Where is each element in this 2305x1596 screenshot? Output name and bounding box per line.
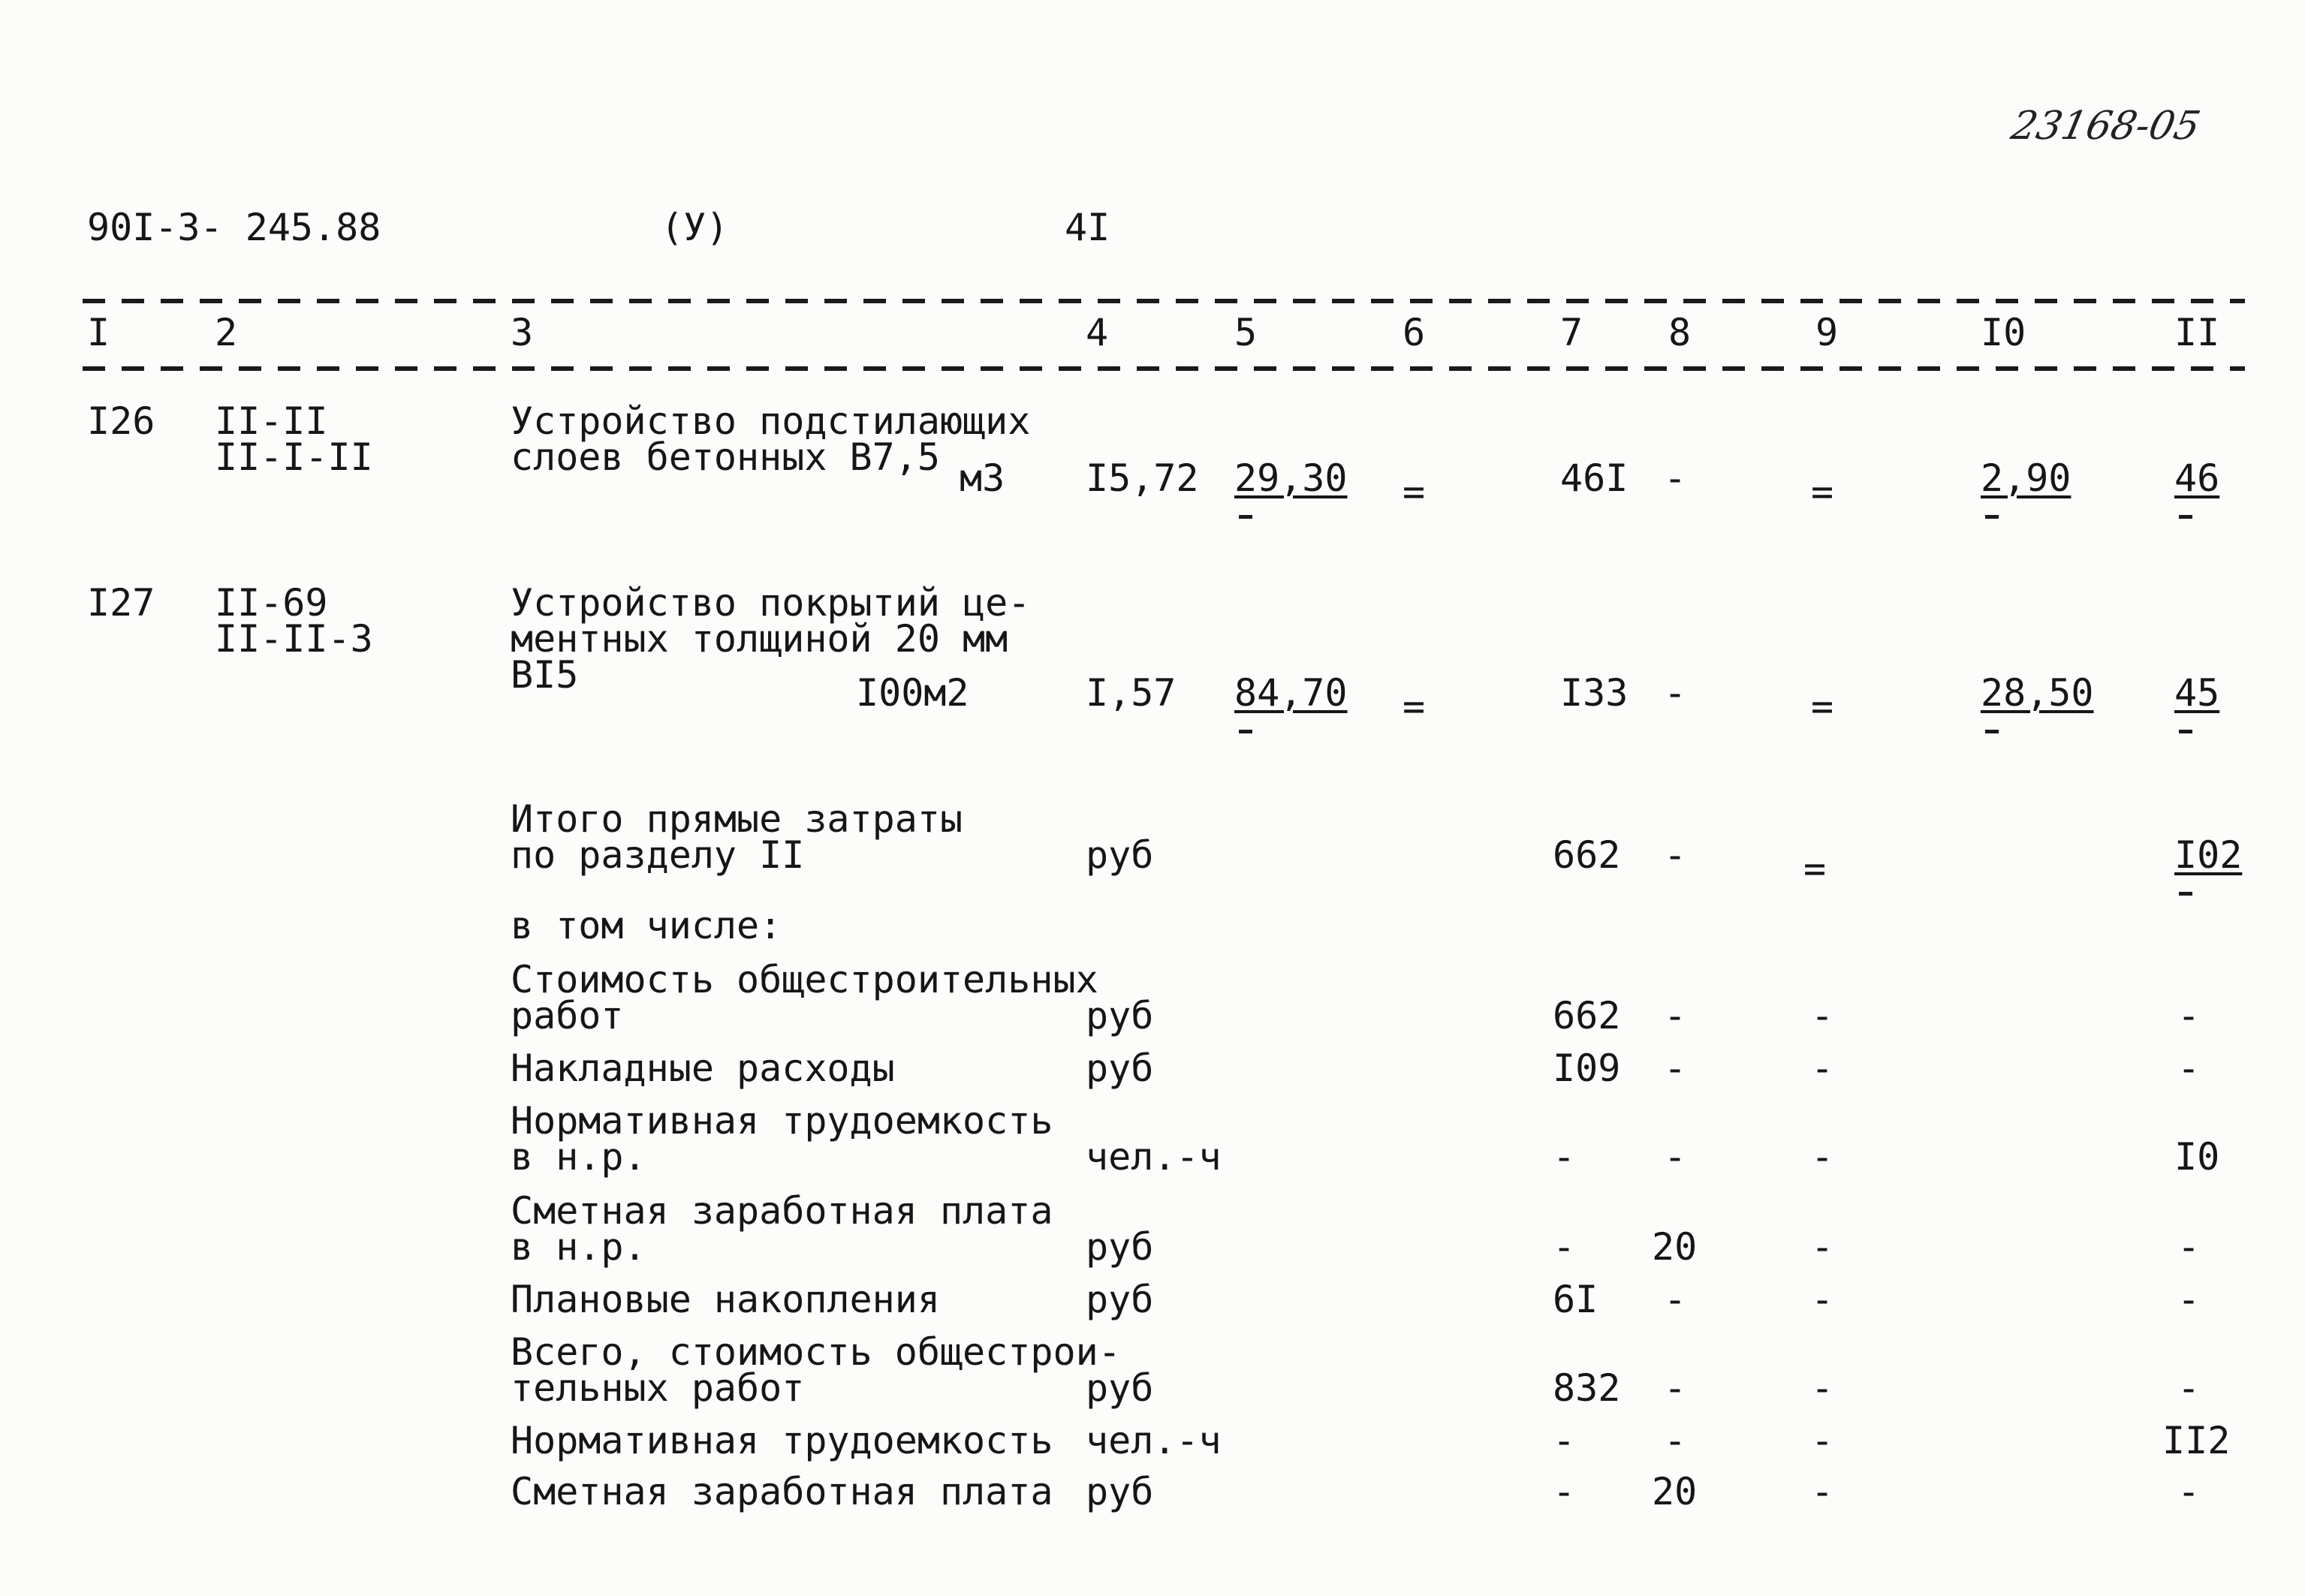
row-126-desc-2: слоев бетонных В7,5 <box>511 435 940 479</box>
row-127-number: I27 <box>87 581 155 625</box>
row-126-col10-mark <box>1985 515 1999 519</box>
row-126-col7: 46I <box>1560 456 1629 500</box>
summary-5-desc-1: Плановые накопления <box>511 1278 940 1321</box>
summary-4-col7: - <box>1553 1225 1576 1269</box>
summary-7-desc-1: Нормативная трудоемкость <box>511 1419 1053 1462</box>
summary-8-col11: - <box>2177 1470 2201 1513</box>
row-127-desc-3: ВI5 <box>511 653 579 697</box>
summary-1-unit: руб <box>1086 994 1154 1037</box>
col-header-7: 7 <box>1560 311 1583 354</box>
row-127-norm-2: II-II-3 <box>215 617 373 661</box>
summary-4-col11: - <box>2177 1225 2201 1269</box>
summary-6-desc-2: тельных работ <box>511 1366 805 1410</box>
row-127-col8: - <box>1664 671 1687 715</box>
row-127-desc-1: Устройство покрытий це- <box>511 581 1031 625</box>
summary-4-unit: руб <box>1086 1225 1154 1269</box>
row-127-col5-mark <box>1239 730 1252 733</box>
summary-3-col11: I0 <box>2174 1135 2220 1179</box>
summary-6-unit: руб <box>1086 1366 1154 1410</box>
total-desc-1: Итого прямые затраты <box>511 797 963 841</box>
summary-7-col7: - <box>1553 1419 1576 1462</box>
summary-2-col7: I09 <box>1553 1046 1621 1090</box>
total-col11: I02 <box>2174 833 2243 877</box>
including-label: в том числе: <box>511 904 782 947</box>
summary-6-desc-1: Всего, стоимость общестрои- <box>511 1330 1121 1374</box>
row-126-col9: = <box>1811 470 1834 513</box>
total-col9: = <box>1803 847 1827 890</box>
summary-7-col9: - <box>1811 1419 1834 1462</box>
summary-4-col9: - <box>1811 1225 1834 1269</box>
row-126-norm-1: II-II <box>215 399 328 443</box>
row-126-unit: м3 <box>960 456 1005 500</box>
summary-6-col8: - <box>1664 1366 1687 1410</box>
row-127-norm-1: II-69 <box>215 581 328 625</box>
total-col11-mark <box>2179 892 2192 896</box>
row-127-col7: I33 <box>1560 671 1629 715</box>
summary-5-col11: - <box>2177 1278 2201 1321</box>
summary-5-col7: 6I <box>1553 1278 1598 1321</box>
summary-1-col8: - <box>1664 994 1687 1037</box>
summary-2-unit: руб <box>1086 1046 1154 1090</box>
row-127-col5: 84,70 <box>1234 671 1348 715</box>
summary-1-desc-1: Стоимость общестроительных <box>511 958 1098 1001</box>
summary-4-col8: 20 <box>1652 1225 1698 1269</box>
total-col7: 662 <box>1553 833 1621 877</box>
summary-3-desc-2: в н.р. <box>511 1135 646 1179</box>
header-rule-bottom <box>83 366 2245 371</box>
col-header-1: I <box>87 311 110 354</box>
summary-3-col9: - <box>1811 1135 1834 1179</box>
row-127-col11: 45 <box>2174 671 2220 715</box>
doc-code: 90I-3- 245.88 <box>87 206 381 249</box>
summary-3-col7: - <box>1553 1135 1576 1179</box>
summary-7-col11: II2 <box>2162 1419 2231 1462</box>
total-col8: - <box>1664 833 1687 877</box>
row-126-col5-mark <box>1239 515 1252 519</box>
summary-7-unit: чел.-ч <box>1086 1419 1222 1462</box>
summary-1-col7: 662 <box>1553 994 1621 1037</box>
summary-1-col11: - <box>2177 994 2201 1037</box>
summary-8-unit: руб <box>1086 1470 1154 1513</box>
row-127-col10-mark <box>1985 730 1999 733</box>
summary-3-col8: - <box>1664 1135 1687 1179</box>
summary-8-desc-1: Сметная заработная плата <box>511 1470 1053 1513</box>
row-126-col8: - <box>1664 456 1687 500</box>
page-number: 4I <box>1065 206 1110 249</box>
summary-2-col11: - <box>2177 1046 2201 1090</box>
summary-5-col9: - <box>1811 1278 1834 1321</box>
row-127-col9: = <box>1811 685 1834 728</box>
summary-1-desc-2: работ <box>511 994 624 1037</box>
row-126-col6: = <box>1403 470 1426 513</box>
row-126-qty: I5,72 <box>1086 456 1199 500</box>
col-header-10: I0 <box>1981 311 2026 354</box>
row-126-col11: 46 <box>2174 456 2220 500</box>
row-127-unit: I00м2 <box>856 671 969 715</box>
total-unit: руб <box>1086 833 1154 877</box>
col-header-8: 8 <box>1668 311 1692 354</box>
summary-3-unit: чел.-ч <box>1086 1135 1222 1179</box>
summary-7-col8: - <box>1664 1419 1687 1462</box>
row-127-col11-mark <box>2179 730 2192 733</box>
col-header-3: 3 <box>511 311 534 354</box>
row-126-desc-1: Устройство подстилающих <box>511 399 1031 443</box>
summary-5-unit: руб <box>1086 1278 1154 1321</box>
col-header-6: 6 <box>1403 311 1426 354</box>
summary-2-desc-1: Накладные расходы <box>511 1046 895 1090</box>
summary-8-col9: - <box>1811 1470 1834 1513</box>
row-127-qty: I,57 <box>1086 671 1177 715</box>
summary-2-col9: - <box>1811 1046 1834 1090</box>
row-126-norm-2: II-I-II <box>215 435 373 479</box>
summary-6-col7: 832 <box>1553 1366 1621 1410</box>
summary-2-col8: - <box>1664 1046 1687 1090</box>
summary-6-col9: - <box>1811 1366 1834 1410</box>
summary-4-desc-1: Сметная заработная плата <box>511 1189 1053 1233</box>
row-127-col6: = <box>1403 685 1426 728</box>
total-desc-2: по разделу II <box>511 833 805 877</box>
col-header-5: 5 <box>1234 311 1258 354</box>
row-126-col5: 29,30 <box>1234 456 1348 500</box>
summary-5-col8: - <box>1664 1278 1687 1321</box>
summary-4-desc-2: в н.р. <box>511 1225 646 1269</box>
summary-8-col8: 20 <box>1652 1470 1698 1513</box>
doc-mark: (У) <box>661 206 729 249</box>
row-127-desc-2: ментных толщиной 20 мм <box>511 617 1008 661</box>
col-header-9: 9 <box>1815 311 1839 354</box>
col-header-2: 2 <box>215 311 238 354</box>
row-126-col10: 2,90 <box>1981 456 2071 500</box>
summary-3-desc-1: Нормативная трудоемкость <box>511 1099 1053 1143</box>
summary-8-col7: - <box>1553 1470 1576 1513</box>
col-header-11: II <box>2174 311 2220 354</box>
summary-1-col9: - <box>1811 994 1834 1037</box>
handwritten-doc-number: 23168-05 <box>2007 104 2204 149</box>
row-126-number: I26 <box>87 399 155 443</box>
summary-6-col11: - <box>2177 1366 2201 1410</box>
row-127-col10: 28,50 <box>1981 671 2094 715</box>
header-rule-top <box>83 299 2245 303</box>
col-header-4: 4 <box>1086 311 1109 354</box>
row-126-col11-mark <box>2179 515 2192 519</box>
